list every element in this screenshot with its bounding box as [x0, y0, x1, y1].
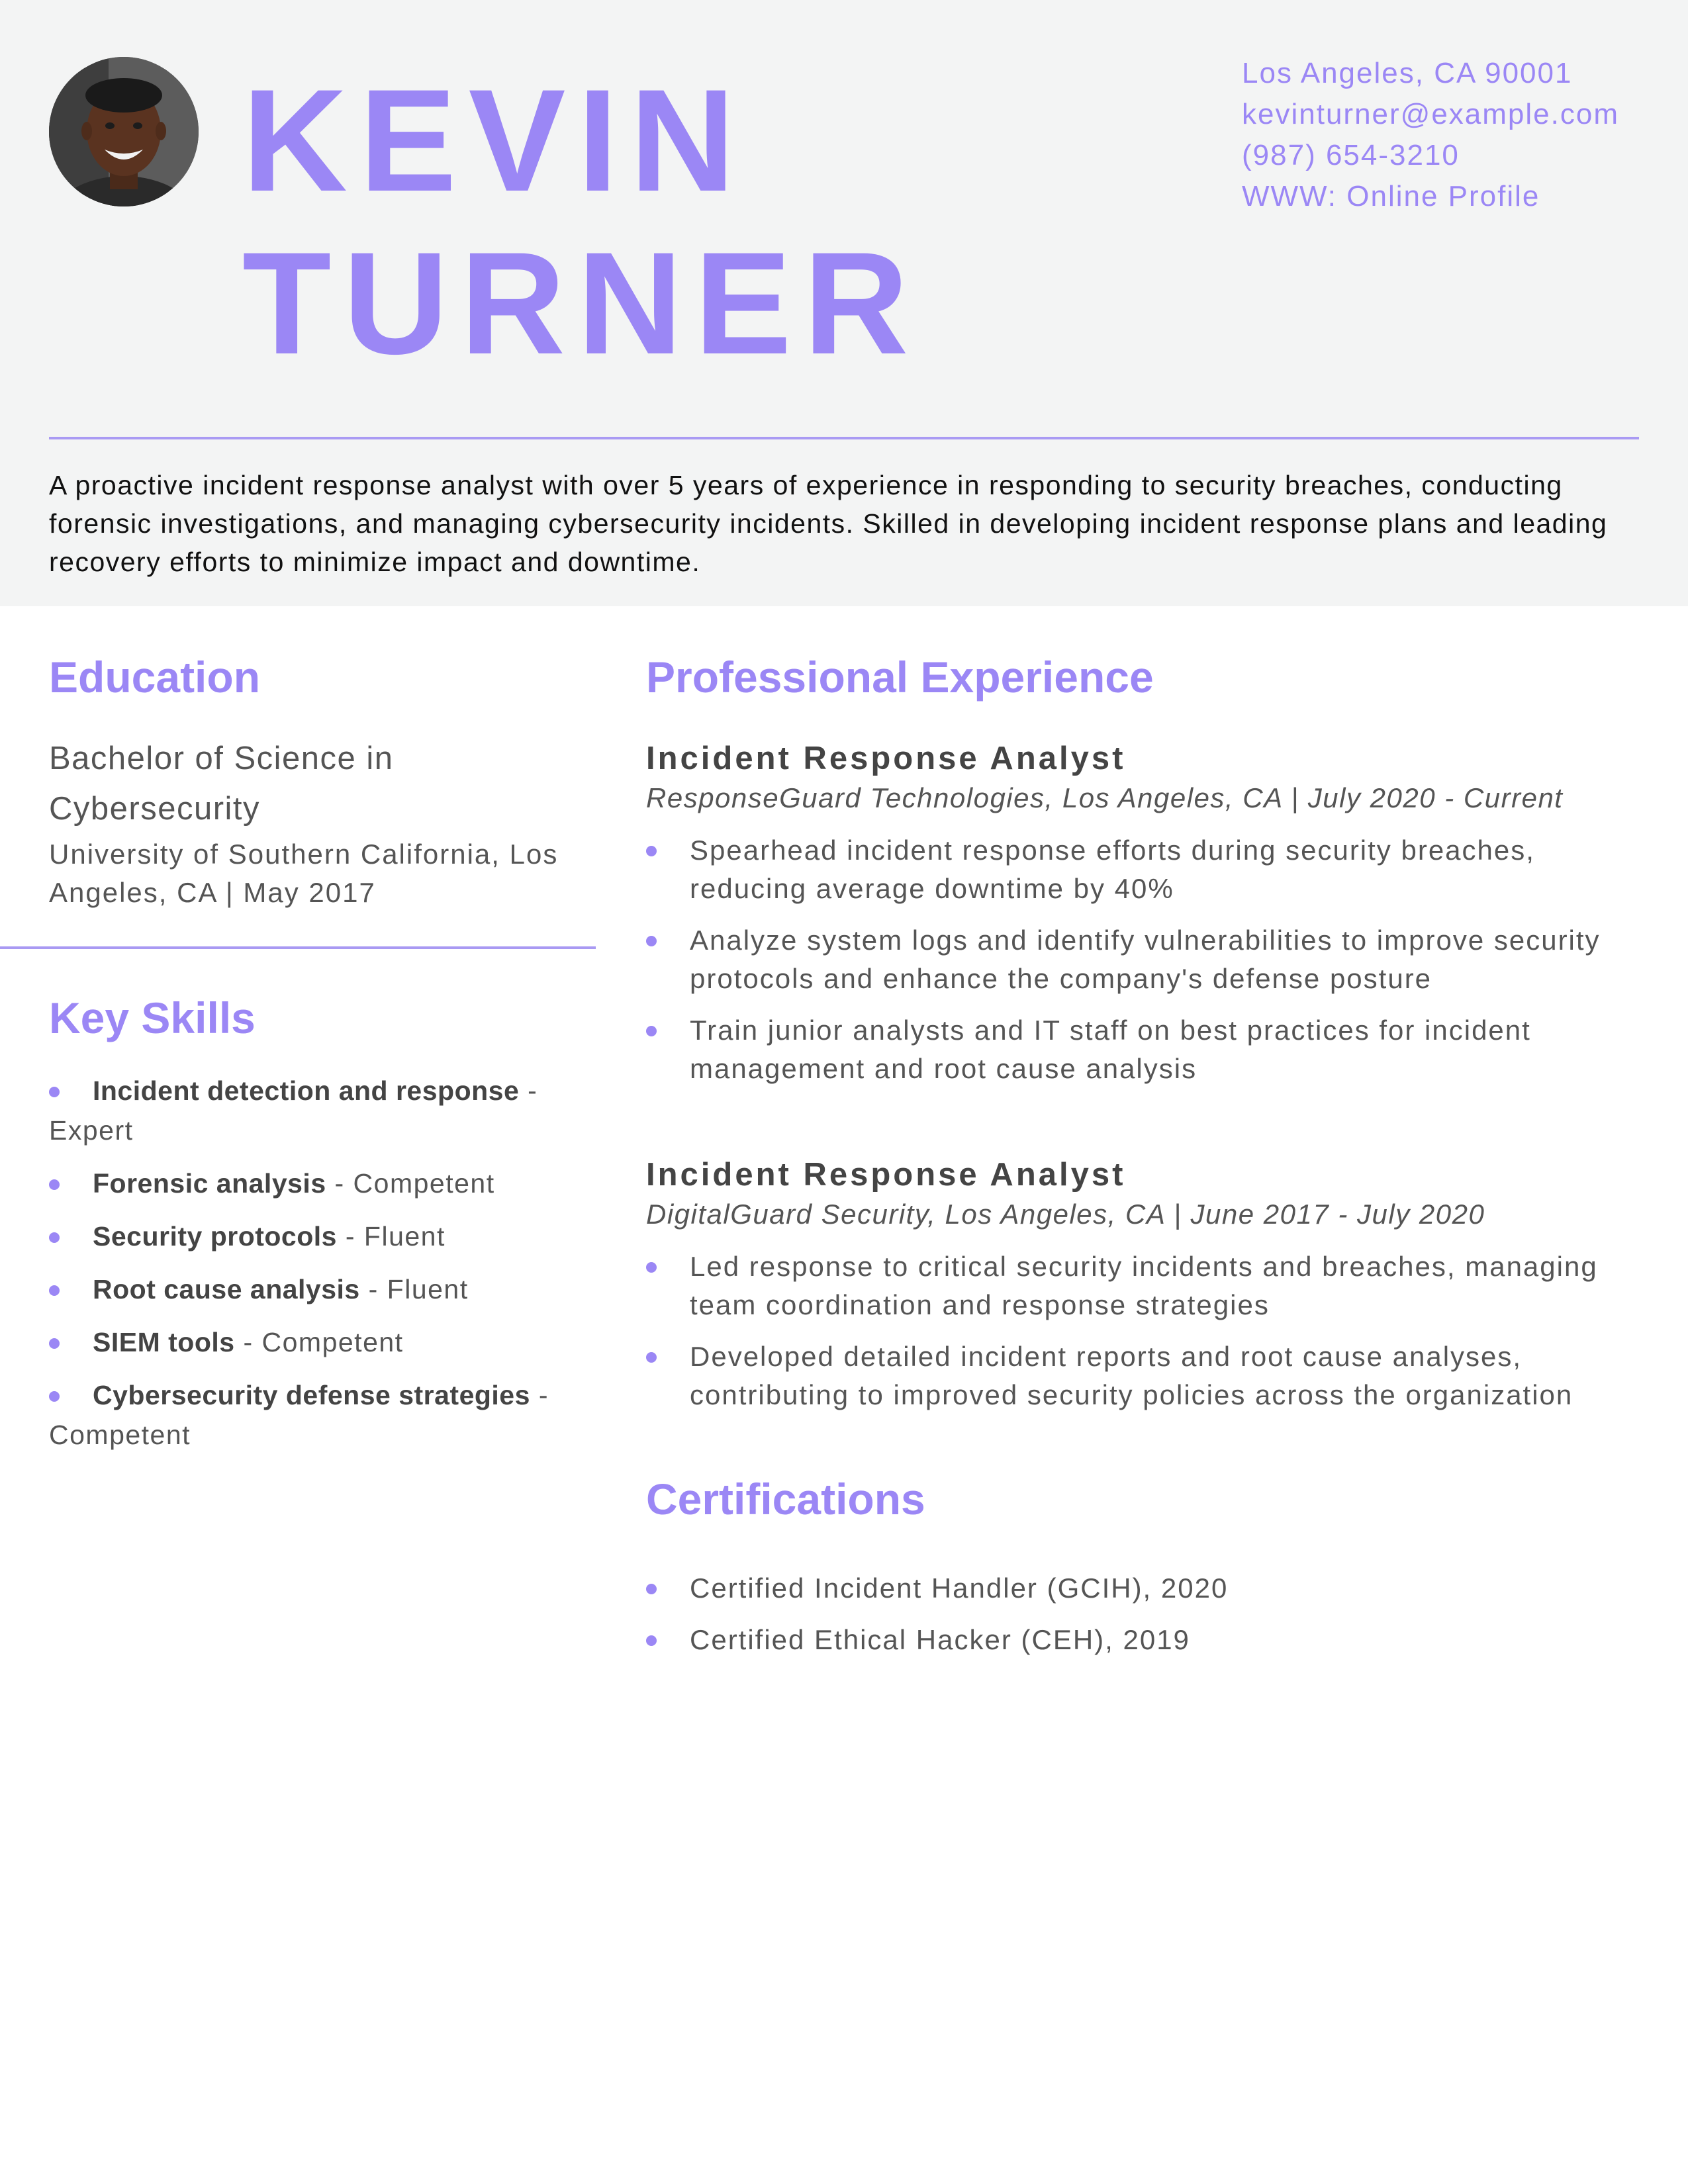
certification-item — [646, 1569, 1652, 1608]
job-bullets — [646, 1248, 1652, 1414]
left-column-divider — [0, 946, 596, 949]
certification-item — [646, 1621, 1652, 1659]
education-entry — [49, 733, 592, 912]
job-company-dates: DigitalGuard Security, Los Angeles, CA | June 2017 - July 2020 — [646, 1199, 1485, 1230]
skill-level: - Fluent — [336, 1221, 445, 1251]
skill-item — [49, 1375, 592, 1455]
bullet-dot — [49, 1179, 60, 1190]
skill-name: Cybersecurity defense strategies — [93, 1380, 530, 1410]
job-bullet-text: Train junior analysts and IT staff on best practices for incident management and root cause analysis — [690, 1015, 1531, 1084]
contact-block — [1242, 53, 1619, 217]
skill-item — [49, 1216, 592, 1256]
job-bullet-text: Led response to critical security incidents and breaches, managing team coordination and response strategies — [690, 1251, 1598, 1320]
school-details: University of Southern California, Los Angeles, CA | May 2017 — [49, 839, 559, 908]
professional-summary: A proactive incident response analyst with over 5 years of experience in responding to security breaches, conducting forensic investigations, and managing cybersecurity incidents. Skilled in developing incident response plans and leading recovery efforts to minimize impact and downtime. — [49, 470, 1608, 577]
job-bullet — [646, 831, 1652, 908]
certifications-heading: Certifications — [646, 1475, 925, 1524]
job-bullet — [646, 921, 1652, 998]
skills-list — [49, 1071, 592, 1468]
bullet-dot — [646, 1026, 657, 1036]
certification-text: Certified Ethical Hacker (CEH), 2019 — [690, 1624, 1190, 1655]
bullet-dot — [646, 936, 657, 946]
contact-email[interactable]: kevinturner@example.com — [1242, 98, 1619, 130]
skill-name: Security protocols — [93, 1221, 337, 1251]
degree-name: Bachelor of Science in Cybersecurity — [49, 741, 394, 827]
education-heading: Education — [49, 653, 261, 702]
skill-item — [49, 1163, 592, 1203]
skill-level: - Competent — [326, 1168, 495, 1199]
experience-heading: Professional Experience — [646, 653, 1154, 702]
job-bullet-text: Spearhead incident response efforts during security breaches, reducing average downtime by 40% — [690, 835, 1535, 904]
header-divider — [49, 437, 1639, 439]
job-entry — [646, 1155, 1652, 1428]
job-title: Incident Response Analyst — [646, 1157, 1126, 1193]
header-band — [0, 0, 1688, 606]
bullet-dot — [646, 1262, 657, 1273]
job-bullet-text: Analyze system logs and identify vulnerabilities to improve security protocols and enhance the company's defense posture — [690, 925, 1601, 994]
skill-item — [49, 1071, 592, 1150]
avatar-photo — [49, 57, 199, 206]
key-skills-heading: Key Skills — [49, 993, 256, 1042]
skill-level: - Competent — [49, 1380, 549, 1450]
skill-name: Incident detection and response — [93, 1075, 520, 1106]
last-name: TURNER — [242, 222, 921, 385]
bullet-dot — [49, 1285, 60, 1296]
bullet-dot — [49, 1087, 60, 1097]
avatar — [49, 57, 199, 206]
skill-level: - Fluent — [359, 1274, 469, 1304]
skill-level: - Expert — [49, 1075, 538, 1146]
certifications-list — [646, 1569, 1652, 1672]
bullet-dot — [646, 1584, 657, 1594]
contact-phone[interactable]: (987) 654-3210 — [1242, 139, 1460, 171]
job-bullet — [646, 1011, 1652, 1088]
skill-name: SIEM tools — [93, 1327, 235, 1357]
certification-text: Certified Incident Handler (GCIH), 2020 — [690, 1572, 1229, 1604]
skill-name: Root cause analysis — [93, 1274, 360, 1304]
bullet-dot — [49, 1232, 60, 1243]
skill-level: - Competent — [234, 1327, 404, 1357]
job-title: Incident Response Analyst — [646, 741, 1126, 776]
bullet-dot — [646, 1352, 657, 1363]
skill-name: Forensic analysis — [93, 1168, 326, 1199]
contact-website-link[interactable]: WWW: Online Profile — [1242, 180, 1540, 212]
job-bullet-text: Developed detailed incident reports and root cause analyses, contributing to improved security policies across the organization — [690, 1341, 1573, 1410]
contact-location: Los Angeles, CA 90001 — [1242, 57, 1573, 89]
bullet-dot — [646, 1635, 657, 1646]
bullet-dot — [49, 1338, 60, 1349]
bullet-dot — [49, 1391, 60, 1402]
job-bullet — [646, 1338, 1652, 1414]
skill-item — [49, 1322, 592, 1362]
job-company-dates: ResponseGuard Technologies, Los Angeles, CA | July 2020 - Current — [646, 782, 1564, 813]
bullet-dot — [646, 846, 657, 856]
job-bullets — [646, 831, 1652, 1088]
first-name: KEVIN — [242, 59, 747, 222]
skill-item — [49, 1269, 592, 1309]
job-bullet — [646, 1248, 1652, 1324]
job-entry — [646, 739, 1652, 1101]
